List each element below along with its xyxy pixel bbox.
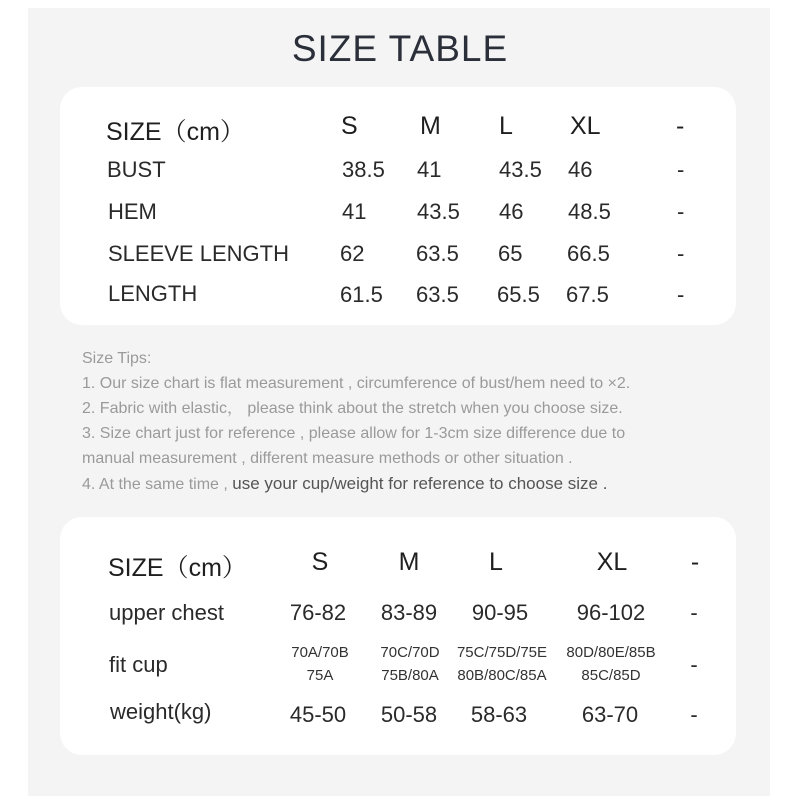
- header-l: L: [499, 112, 513, 140]
- header-xl: XL: [570, 112, 601, 140]
- header-m: M: [420, 112, 441, 140]
- length-m: 63.5: [416, 282, 459, 307]
- fit-cup-dash: -: [690, 652, 698, 677]
- header-xl-2: XL: [596, 548, 628, 576]
- fit-cup-m-line-2: 75B/80A: [381, 667, 439, 684]
- sleeve-m: 63.5: [416, 241, 459, 266]
- bust-dash: -: [677, 157, 685, 182]
- tip-line-3: 3. Size chart just for reference , please allow for 1-3cm size difference due to: [82, 425, 626, 442]
- header-size-cm: SIZE（cm）: [106, 118, 245, 146]
- weight-s: 45-50: [289, 702, 347, 727]
- upper-chest-xl: 96-102: [576, 600, 646, 625]
- fit-cup-m-line-1: 70C/70D: [380, 644, 440, 661]
- fit-cup-s-line-2: 75A: [306, 667, 334, 684]
- weight-xl: 63-70: [581, 702, 639, 727]
- sleeve-xl: 66.5: [567, 241, 610, 266]
- row-label-fit-cup: fit cup: [109, 652, 168, 677]
- header-dash-2: -: [690, 548, 700, 576]
- row-label-bust: BUST: [107, 157, 166, 182]
- row-label-hem: HEM: [108, 199, 157, 224]
- tip-line-1: 1. Our size chart is flat measurement , circumference of bust/hem need to ×2.: [82, 375, 631, 392]
- row-label-length: LENGTH: [108, 281, 198, 306]
- tip-line-3-cont: manual measurement , different measure methods or other situation .: [82, 450, 573, 467]
- hem-dash: -: [677, 199, 685, 224]
- weight-l: 58-63: [470, 702, 528, 727]
- tip-line-4-emphasis: use your cup/weight for reference to choose size .: [232, 474, 608, 493]
- tip-line-4-start: 4. At the same time ,: [82, 476, 233, 493]
- hem-m: 43.5: [417, 199, 460, 224]
- fit-cup-xl-line-1: 80D/80E/85B: [566, 644, 656, 661]
- bust-l: 43.5: [499, 157, 542, 182]
- page-title: SIZE TABLE: [291, 28, 509, 69]
- length-s: 61.5: [340, 282, 383, 307]
- hem-l: 46: [499, 199, 524, 224]
- fit-cup-m: [380, 641, 439, 687]
- sleeve-dash: -: [677, 241, 685, 266]
- weight-dash: -: [690, 702, 698, 727]
- header-m-2: M: [398, 548, 420, 576]
- row-label-weight: weight(kg): [110, 699, 212, 724]
- upper-chest-dash: -: [690, 600, 698, 625]
- bust-m: 41: [417, 157, 442, 182]
- weight-m: 50-58: [380, 702, 438, 727]
- header-s-2: S: [311, 548, 329, 576]
- upper-chest-s: 76-82: [289, 600, 347, 625]
- fit-cup-l-line-1: 75C/75D/75E: [456, 644, 548, 661]
- fit-cup-xl: [566, 641, 655, 687]
- bust-s: 38.5: [342, 157, 385, 182]
- header-dash: -: [676, 112, 685, 140]
- header-size-cm-2: SIZE（cm）: [108, 554, 247, 582]
- hem-xl: 48.5: [568, 199, 611, 224]
- fit-cup-l-line-2: 80B/80C/85A: [457, 667, 547, 684]
- length-dash: -: [677, 282, 685, 307]
- tip-line-2: 2. Fabric with elastic， please think about the stretch when you choose size.: [82, 400, 623, 417]
- upper-chest-m: 83-89: [380, 600, 438, 625]
- sleeve-s: 62: [340, 241, 365, 266]
- hem-s: 41: [342, 199, 367, 224]
- sleeve-l: 65: [498, 241, 523, 266]
- upper-chest-l: 90-95: [471, 600, 529, 625]
- length-xl: 67.5: [566, 282, 609, 307]
- header-l-2: L: [489, 548, 503, 576]
- fit-cup-xl-line-2: 85C/85D: [581, 667, 641, 684]
- fit-cup-l: [457, 641, 547, 687]
- header-s: S: [341, 112, 358, 140]
- tip-line-4: [82, 471, 762, 497]
- tips-heading: Size Tips:: [82, 350, 152, 367]
- fit-cup-s-line-1: 70A/70B: [291, 644, 349, 661]
- row-label-sleeve-length: SLEEVE LENGTH: [108, 241, 289, 266]
- fit-cup-s: [291, 641, 349, 687]
- size-tips: [82, 346, 762, 497]
- row-label-upper-chest: upper chest: [109, 600, 224, 625]
- length-l: 65.5: [497, 282, 540, 307]
- bust-xl: 46: [568, 157, 593, 182]
